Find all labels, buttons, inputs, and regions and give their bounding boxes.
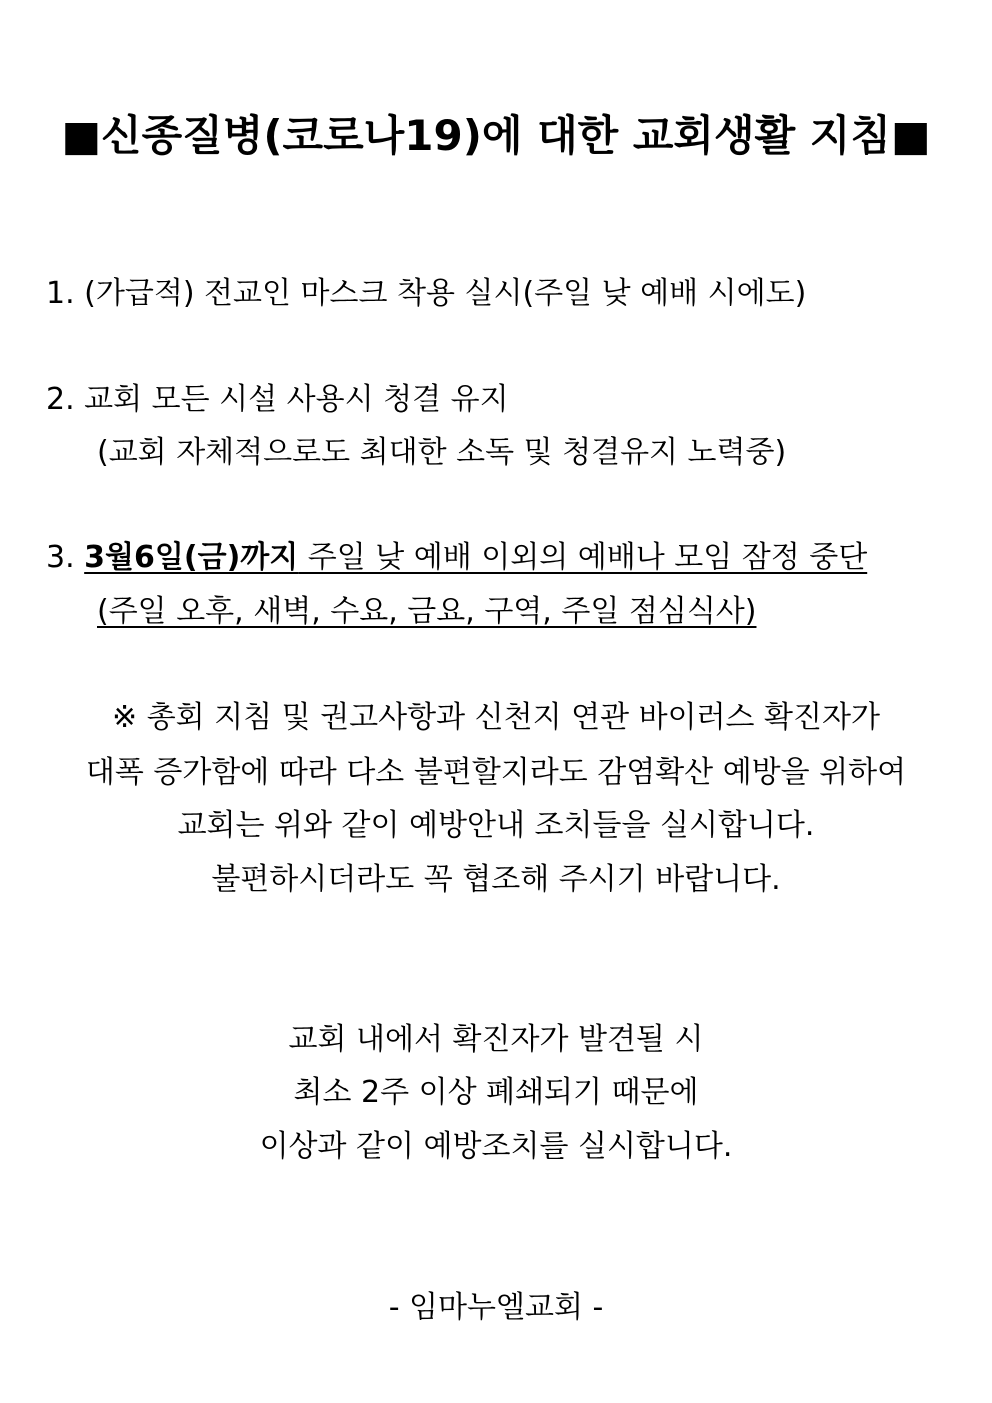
closing-line-1: 교회 내에서 확진자가 발견될 시 (288, 1022, 704, 1057)
guideline-item-2 (46, 380, 509, 420)
signature: - 임마누엘교회 - (388, 1290, 604, 1325)
guideline-subtext-3: (주일 오후, 새벽, 수요, 금요, 구역, 주일 점심식사) (97, 594, 757, 629)
guideline-number-1: 1. (46, 276, 75, 311)
guideline-text-1: (가급적) 전교인 마스크 착용 실시(주일 낮 예배 시에도) (84, 276, 807, 311)
page-title: ■신종질병(코로나19)에 대한 교회생활 지침■ (61, 111, 931, 160)
guideline-date-3: 3월6일(금)까지 (84, 540, 299, 575)
notice-line-4: 불편하시더라도 꼭 협조해 주시기 바랍니다. (211, 862, 781, 897)
guideline-subtext-2: (교회 자체적으로도 최대한 소독 및 청결유지 노력중) (97, 435, 787, 470)
guideline-text-3: 주일 낮 예배 이외의 예배나 모임 잠정 중단 (298, 540, 868, 575)
closing-line-3: 이상과 같이 예방조치를 실시합니다. (259, 1129, 733, 1164)
guideline-item-3 (46, 538, 867, 578)
guideline-number-2: 2. (46, 382, 75, 417)
notice-line-3: 교회는 위와 같이 예방안내 조치들을 실시합니다. (177, 808, 815, 843)
closing-line-2: 최소 2주 이상 폐쇄되기 때문에 (293, 1075, 699, 1110)
guideline-number-3: 3. (46, 540, 75, 575)
guideline-item-1 (46, 274, 806, 314)
notice-line-2: 대폭 증가함에 따라 다소 불편할지라도 감염확산 예방을 위하여 (85, 755, 907, 790)
guideline-text-2: 교회 모든 시설 사용시 청결 유지 (84, 382, 509, 417)
notice-line-1: ※ 총회 지침 및 권고사항과 신천지 연관 바이러스 확진자가 (112, 700, 880, 735)
